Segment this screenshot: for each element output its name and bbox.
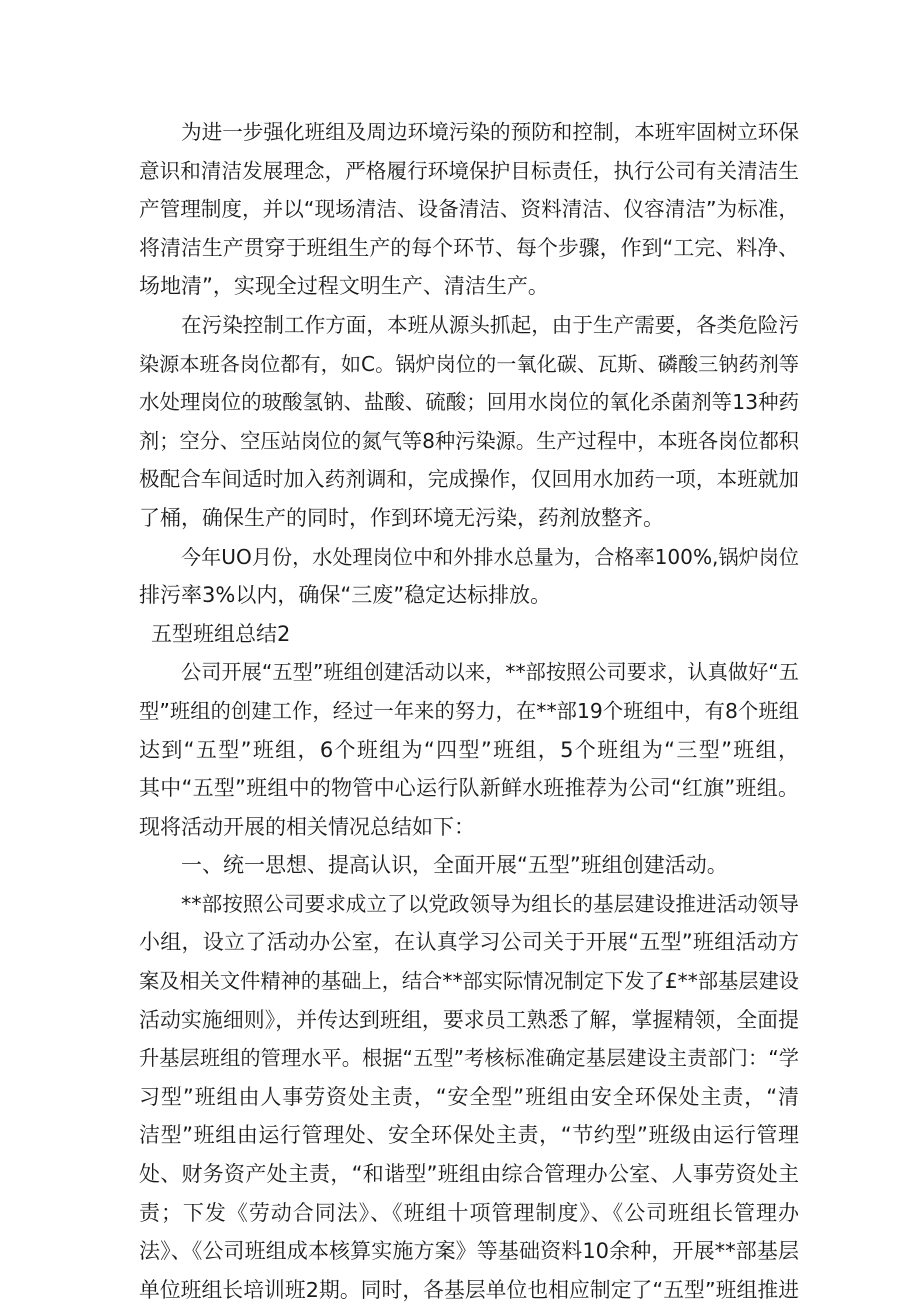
text-line: 为进一步强化班组及周边环境污染的预防和控制，本班牢固树立环保 [181,120,799,144]
text-line: 一、统一思想、提高认识，全面开展“五型”班组创建活动。 [181,853,728,878]
text-line: 剂；空分、空压站岗位的氮气等8种污染源。生产过程中，本班各岗位都积 [139,428,799,453]
text-line: 意识和清洁发展理念，严格履行环境保护目标责任，执行公司有关清洁生 [139,158,799,183]
text-line: 活动实施细则》，并传达到班组，要求员工熟悉了解，掌握精领，全面提 [139,1007,799,1032]
text-line: 型”班组的创建工作，经过一年来的努力，在**部19个班组中，有8个班组 [139,698,799,723]
text-line: 极配合车间适时加入药剂调和，完成操作，仅回用水加药一项，本班就加 [139,467,799,492]
text-line: 法》、《公司班组成本核算实施方案》等基础资料10余种，开展**部基层 [139,1239,799,1264]
text-line: 排污率3%以内，确保“三废”稳定达标排放。 [139,583,552,608]
text-line: 产管理制度，并以“现场清洁、设备清洁、资料清洁、仪容清洁”为标准， [139,197,799,222]
text-line: 单位班组长培训班2期。同时，各基层单位也相应制定了“五型”班组推进 [139,1277,799,1302]
text-line: 责；下发《劳动合同法》、《班组十项管理制度》、《公司班组长管理办 [139,1200,799,1225]
text-line: 其中“五型”班组中的物管中心运行队新鲜水班推荐为公司“红旗”班组。 [139,776,799,801]
text-line: 处、财务资产处主责，“和谐型”班组由综合管理办公室、人事劳资处主 [139,1162,799,1187]
text-line: 今年UO月份，水处理岗位中和外排水总量为，合格率100%,锅炉岗位 [181,544,799,569]
text-line: 达到“五型”班组，6个班组为“四型”班组，5个班组为“三型”班组， [139,737,799,762]
text-line: 水处理岗位的玻酸氢钠、盐酸、硫酸；回用水岗位的氧化杀菌剂等13种药 [139,390,799,415]
text-line: 了桶，确保生产的同时，作到环境无污染，药剂放整齐。 [139,505,664,530]
text-line: 洁型”班组由运行管理处、安全环保处主责，“节约型”班级由运行管理 [139,1123,799,1148]
text-line: 小组，设立了活动办公室，在认真学习公司关于开展“五型”班组活动方 [139,930,799,955]
section-heading: 五型班组总结2 [151,621,291,646]
text-line: **部按照公司要求成立了以党政领导为组长的基层建设推进活动领导 [181,891,799,916]
text-line: 在污染控制工作方面，本班从源头抓起，由于生产需要，各类危险污 [181,312,799,337]
text-line: 染源本班各岗位都有，如C。锅炉岗位的一氧化碳、瓦斯、磷酸三钠药剂等 [139,351,799,376]
text-line: 场地清”，实现全过程文明生产、清洁生产。 [139,274,549,299]
document-body [139,113,799,1309]
text-line: 现将活动开展的相关情况总结如下： [139,814,475,839]
text-line: 公司开展“五型”班组创建活动以来，**部按照公司要求，认真做好“五 [181,660,799,685]
text-line: 习型”班组由人事劳资处主责，“安全型”班组由安全环保处主责，“清 [139,1084,799,1109]
text-line: 将清洁生产贯穿于班组生产的每个环节、每个步骤，作到“工完、料净、 [139,235,799,260]
text-line: 升基层班组的管理水平。根据“五型”考核标准确定基层建设主责部门：“学 [139,1046,799,1071]
text-line: 案及相关文件精神的基础上，结合**部实际情况制定下发了£**部基层建设 [139,969,799,994]
